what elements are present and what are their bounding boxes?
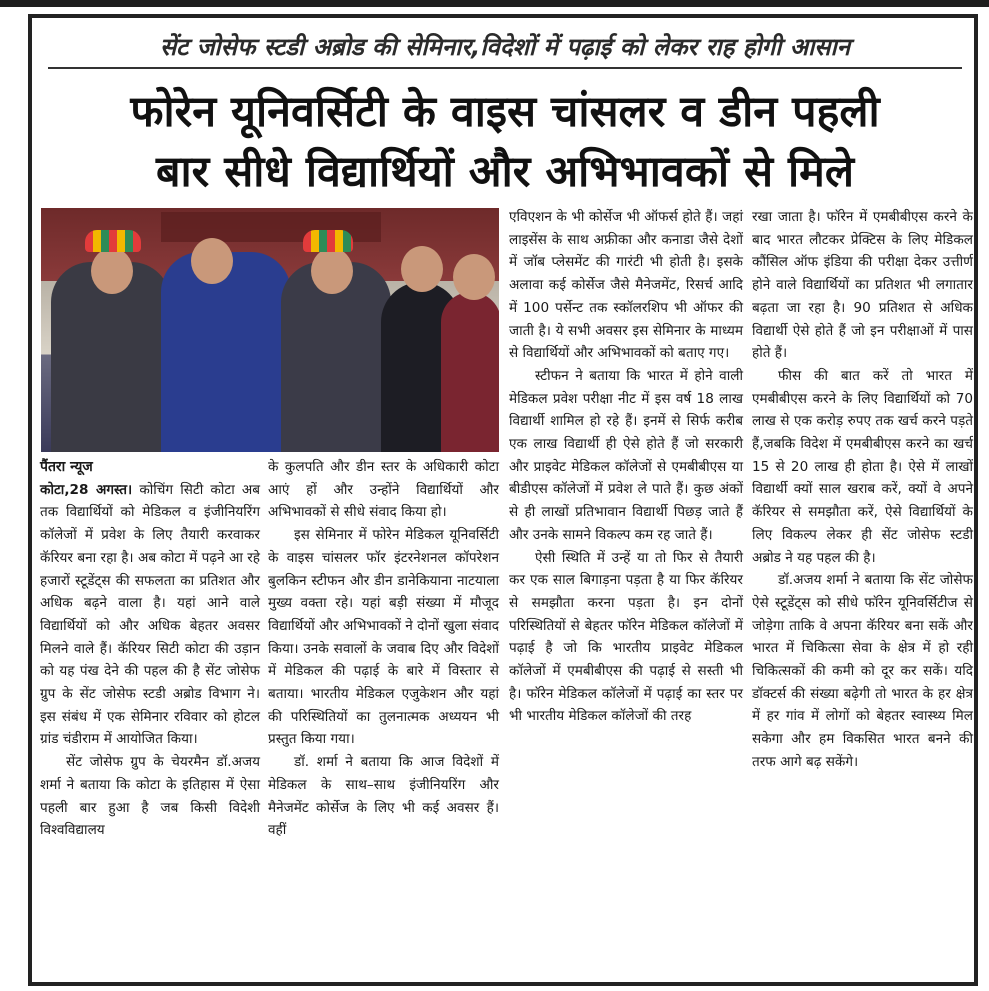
person-head [311,248,353,294]
article-paragraph: ऐसी स्थिति में उन्हें या तो फिर से तैयारी कर एक साल बिगाड़ना पड़ता है या फिर कॅरियर से समझौता करना पड़ता है। इन दोनों परिस्थितियों से बेहतर फॉरेन मेडिकल कॉलेजों में पढ़ाई है जो कि भारतीय प्राइवेट मेडिकल कॉलेजों में एमबीबीएस की पढ़ाई से सस्ती भी है। फॉरेन मेडिकल कॉलेजों में पढ़ाई का स्तर पर भी भारतीय मेडिकल कॉलेजों की तरह [509,549,743,725]
paragraph-text: कोचिंग सिटी कोटा अब तक विद्यार्थियों को मेडिकल व इंजीनियरिंग कॉलेजों में प्रवेश के लिए तैयारी करवाकर कॅरियर बना रहा है। अब कोटा में पढ़ने आ रहे हजारों स्टूडेंट्स की सफलता का प्रतिशत और अधिक बढ़ने वाला है। यहां आने वाले विद्यार्थियों को और अधिक बेहतर अवसर मिलने वाले हैं। कॅरियर सिटी कोटा की उड़ान को यह पंख देने की पहल की है सेंट जोसेफ ग्रुप के सेंट जोसेफ स्टडी अब्रोड विभाग ने। इस संबंध में एक सेमिनार रविवार को होटल ग्रांड चंडीराम में आयोजित किया। [40,481,261,748]
turban [85,230,141,252]
article-paragraph: एविएशन के भी कोर्सेज भी ऑफर्स होते हैं। जहां लाइसेंस के साथ अफ्रीका और कनाडा जैसे देशों में जॉब प्लेसमेंट की गारंटी भी होती है। इसके अलावा कई कोर्सेज जैसे मैनेजमेंट, रिसर्च आदि में 100 पर्सेन्ट तक स्कॉलरशिप भी ऑफर की जाती है। ये सभी अवसर इस सेमिनार के माध्यम से विद्यार्थियों और अभिभावकों को बताए गए। [509,209,743,362]
seminar-photo [41,208,499,452]
headline-line-1: फोरेन यूनिवर्सिटी के वाइस चांसलर व डीन पहली [130,87,880,137]
turban [303,230,353,252]
byline-paragraph [40,456,260,479]
article-paragraph: के कुलपति और डीन स्तर के अधिकारी कोटा आएं हों और उन्होंने विद्यार्थियों और अभिभावकों से सीधे संवाद किया हो। [268,459,499,521]
person-figure [161,252,291,452]
article-paragraph: इस सेमिनार में फोरेन मेडिकल यूनिवर्सिटी के वाइस चांसलर फॉर इंटरनेशनल कॉपरेशन बुलकिन स्टीफन और डीन डानेकियाना नाटयाला मुख्य वक्ता रहे। यहां बड़ी संख्या में मौजूद विद्यार्थियों और अभिभावकों ने दोनों खुला संवाद किया। उनके सवालों के जवाब दिए और विदेशों में मेडिकल की पढ़ाई के बारे में विस्तार से बताया। भारतीय मेडिकल एजुकेशन और यहां की परिस्थितियों का तुलनात्मक अध्ययन भी प्रस्तुत किया गया। [268,527,499,748]
person-head [91,248,133,294]
byline: पैंतरा न्यूज [40,459,93,475]
headline-line-2: बार सीधे विद्यार्थियों और अभिभावकों से मिले [155,147,854,197]
article-headline [42,82,968,202]
person-head [401,246,443,292]
person-head [453,254,495,300]
article-column-3 [509,206,743,728]
article-column-2 [268,456,499,842]
article-paragraph: स्टीफन ने बताया कि भारत में होने वाली मेडिकल प्रवेश परीक्षा नीट में इस वर्ष 18 लाख विद्यार्थी शामिल हो रहे हैं। इनमें से सिर्फ करीब एक लाख विद्यार्थी ही ऐसे होते हैं जो सरकारी और प्राइवेट मेडिकल कॉलेजों से एमबीबीएस या बीडीएस कॉलेजों में प्रवेश ले पाते हैं। कुछ अंकों से ही लाखों प्रतिभावान विद्यार्थी पिछड़ जाते हैं और उनके सामने विकल्प कम रह जाते हैं। [509,367,743,543]
top-rule [0,0,989,7]
article-paragraph: डॉ.अजय शर्मा ने बताया कि सेंट जोसेफ ऐसे स्टूडेंट्स को सीधे फॉरेन यूनिवर्सिटीज से जोड़ेगा ताकि वे अपना कॅरियर बना सकें और भारत में चिकित्सा सेवा के क्षेत्र में हो रही चिकित्सकों की कमी को दूर कर सकें। यदि डॉक्टर्स की संख्या बढ़ेगी तो भारत के हर क्षेत्र में हर गांव में लोगों को बेहतर स्वास्थ्य मिल सकेगा और हम विकसित भारत बनने की तरफ आगे बढ़ सकेंगे। [752,572,973,770]
article-kicker: सेंट जोसेफ स्टडी अब्रोड की सेमिनार,विदेशों में पढ़ाई को लेकर राह होगी आसान [48,30,962,69]
article-column-1 [40,456,260,842]
article-paragraph: डॉ. शर्मा ने बताया कि आज विदेशों में मेडिकल के साथ–साथ इंजीनियरिंग और मैनेजमेंट कोर्सेज के लिए भी कई अवसर हैं। वहीं [268,754,499,839]
article-column-4 [752,206,973,774]
article-paragraph: रखा जाता है। फॉरेन में एमबीबीएस करने के बाद भारत लौटकर प्रेक्टिस के लिए मेडिकल कौंसिल ऑफ इंडिया की परीक्षा देकर उत्तीर्ण होने वाले विद्यार्थियों का प्रतिशत भी लगातार बढ़ता जा रहा है। 90 प्रतिशत से अधिक विद्यार्थी ऐसे होते हैं जो इन परीक्षाओं में पास होते हैं। [752,209,973,362]
article-paragraph: फीस की बात करें तो भारत में एमबीबीएस करने के लिए विद्यार्थियों को 70 लाख से एक करोड़ रुपए तक खर्च करने पड़ते हैं,जबकि विदेश में एमबीबीएस करने का खर्च 15 से 20 लाख ही होता है। ऐसे में लाखों विद्यार्थी क्यों साल खराब करें, क्यों वे अपने कॅरियर से समझौता करें, ऐसे विद्यार्थियों के लिए विकल्प लेकर ही सेंट जोसेफ स्टडी अब्रोड ने यह पहल की है। [752,367,973,566]
article-paragraph [40,479,260,751]
person-head [191,238,233,284]
article-paragraph: सेंट जोसेफ ग्रुप के चेयरमैन डॉ.अजय शर्मा ने बताया कि कोटा के इतिहास में ऐसा पहली बार हुआ है जब किसी विदेशी विश्वविद्यालय [40,754,260,839]
dateline: कोटा,28 अगस्त। [40,481,133,498]
person-figure [441,292,499,452]
